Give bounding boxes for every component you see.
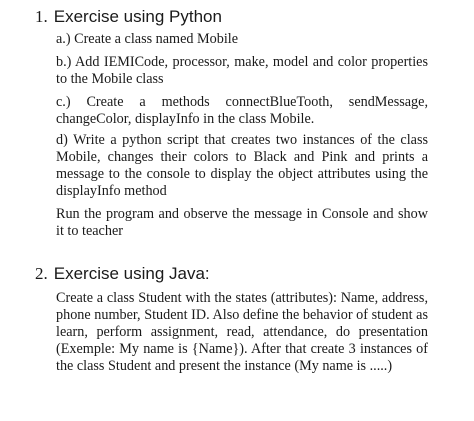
section-2-number: 2.	[35, 264, 48, 283]
java-exercise-description: Create a class Student with the states (attributes): Name, address, phone number, Student ID. Also define the behavior of student as learn, perform assignment, read, attendance, do presentation (Exemple: My name is {Name}). After that create 3 instances of the class Student and present the instance (My name is .....)	[56, 290, 428, 374]
exercise-item-a: a.) Create a class named Mobile	[56, 31, 238, 47]
exercise-instruction-run: Run the program and observe the message in Console and show it to teacher	[56, 206, 428, 239]
section-1-title: Exercise using Python	[53, 7, 222, 26]
section-1-number: 1.	[35, 7, 48, 26]
exercise-item-c: c.) Create a methods connectBlueTooth, sendMessage, changeColor, displayInfo in the class Mobile.	[56, 94, 428, 127]
section-2-heading	[35, 264, 210, 284]
exercise-item-d: d) Write a python script that creates two instances of the class Mobile, changes their colors to Black and Pink and prints a message to the console to display the object attributes using the displayInfo method	[56, 132, 428, 199]
exercise-item-b: b.) Add IEMICode, processor, make, model and color properties to the Mobile class	[56, 54, 428, 87]
section-1-heading	[35, 7, 222, 27]
section-2-title: Exercise using Java:	[53, 264, 210, 283]
